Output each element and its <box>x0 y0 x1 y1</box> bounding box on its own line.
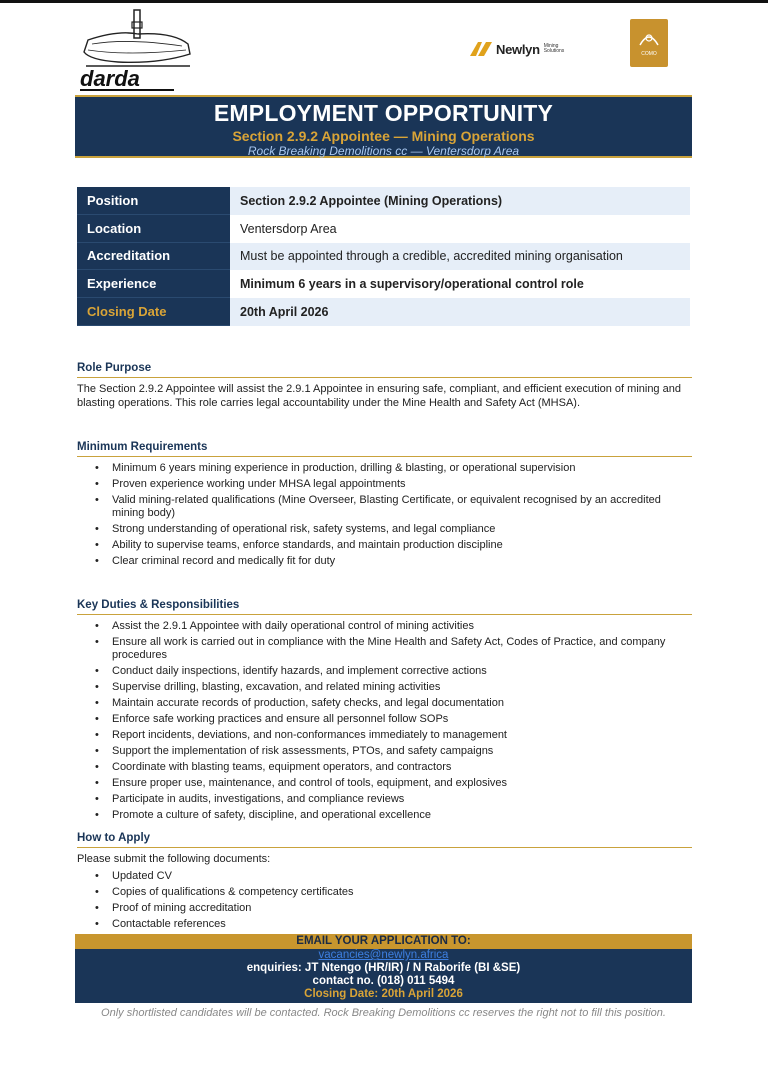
closing-date-footer: Closing Date: 20th April 2026 <box>304 988 463 1000</box>
info-label: Accreditation <box>77 243 230 271</box>
como-logo <box>630 19 668 67</box>
company-line: Rock Breaking Demolitions cc — Ventersdorp Area <box>247 144 520 158</box>
list-item: • Maintain accurate records of production, safety checks, and legal documentation <box>95 697 692 710</box>
newlyn-mark-icon <box>470 42 492 56</box>
info-label: Experience <box>77 270 230 298</box>
info-value: Must be appointed through a credible, accredited mining organisation <box>230 243 690 271</box>
contact-number: contact no. (018) 011 5494 <box>312 975 455 987</box>
newlyn-logo <box>470 38 564 60</box>
list-item: • Proof of mining accreditation <box>95 902 692 915</box>
contact-footer <box>75 949 692 1003</box>
role-purpose-text: The Section 2.9.2 Appointee will assist the 2.9.1 Appointee in ensuring safe, compliant, and efficient execution of mining and blasting operations. This role carries legal accountability under the Mine Health and Safety Act (MHSA). <box>77 383 681 409</box>
info-value: 20th April 2026 <box>230 298 690 326</box>
como-mark-icon <box>638 29 660 47</box>
list-item: • Report incidents, deviations, and non-conformances immediately to management <box>95 729 692 742</box>
disclaimer-text: Only shortlisted candidates will be contacted. Rock Breaking Demolitions cc reserves the right not to fill this position. <box>101 1007 666 1019</box>
list-item: • Clear criminal record and medically fit for duty <box>95 555 692 568</box>
list-item: • Ensure proper use, maintenance, and control of tools, equipment, and explosives <box>95 777 692 790</box>
darda-logo <box>78 8 196 92</box>
info-row-experience <box>77 270 690 298</box>
list-item: • Promote a culture of safety, discipline, and operational excellence <box>95 809 692 822</box>
requirements-heading: Minimum Requirements <box>77 441 692 457</box>
darda-logo-text: darda <box>80 66 140 91</box>
info-value: Section 2.9.2 Appointee (Mining Operations) <box>230 187 690 215</box>
info-value: Ventersdorp Area <box>240 221 337 236</box>
info-label: Position <box>77 187 230 215</box>
info-row-location <box>77 215 690 243</box>
list-item: • Ability to supervise teams, enforce standards, and maintain production discipline <box>95 539 692 552</box>
duties-heading: Key Duties & Responsibilities <box>77 599 692 615</box>
title-banner <box>75 95 692 158</box>
list-item: • Minimum 6 years mining experience in production, drilling & blasting, or operational supervision <box>95 462 692 475</box>
apply-heading: How to Apply <box>77 832 692 848</box>
apply-intro: Please submit the following documents: <box>77 853 271 865</box>
list-item: • Updated CV <box>95 870 692 883</box>
info-row-position <box>77 187 690 215</box>
duties-list <box>95 620 692 825</box>
info-row-accreditation <box>77 243 690 271</box>
list-item: • Conduct daily inspections, identify hazards, and implement corrective actions <box>95 665 692 678</box>
role-purpose-heading: Role Purpose <box>77 362 692 378</box>
list-item: • Support the implementation of risk assessments, PTOs, and safety campaigns <box>95 745 692 758</box>
list-item: • Enforce safe working practices and ensure all personnel follow SOPs <box>95 713 692 726</box>
list-item: • Strong understanding of operational risk, safety systems, and legal compliance <box>95 523 692 536</box>
list-item: • Proven experience working under MHSA legal appointments <box>95 478 692 491</box>
email-heading-bar: EMAIL YOUR APPLICATION TO: <box>75 934 692 949</box>
info-value: Minimum 6 years in a supervisory/operational control role <box>240 277 584 292</box>
page-title: EMPLOYMENT OPPORTUNITY <box>213 100 554 126</box>
list-item: • Assist the 2.9.1 Appointee with daily operational control of mining activities <box>95 620 692 633</box>
page-subtitle: Section 2.9.2 Appointee — Mining Operations <box>232 128 535 144</box>
list-item: • Supervise drilling, blasting, excavation, and related mining activities <box>95 681 692 694</box>
list-item: • Contactable references <box>95 918 692 931</box>
position-info-table <box>77 187 690 326</box>
list-item: • Participate in audits, investigations, and compliance reviews <box>95 793 692 806</box>
info-label: Closing Date <box>77 298 230 326</box>
top-border-line <box>0 0 768 3</box>
list-item: • Coordinate with blasting teams, equipment operators, and contractors <box>95 761 692 774</box>
enquiries-text: enquiries: JT Ntengo (HR/IR) / N Raborife (BI &SE) <box>246 962 521 974</box>
info-label: Location <box>77 215 230 243</box>
newlyn-sub-label: Mining Solutions <box>543 43 565 54</box>
list-item: • Ensure all work is carried out in compliance with the Mine Health and Safety Act, Codes of Practice, and company procedures <box>95 636 692 662</box>
apply-documents-list <box>95 870 692 934</box>
newlyn-wordmark: Newlyn <box>496 41 540 57</box>
info-row-closing-date <box>77 298 690 326</box>
list-item: • Copies of qualifications & competency certificates <box>95 886 692 899</box>
requirements-list <box>95 462 692 571</box>
como-label: COMO <box>641 51 657 57</box>
list-item: • Valid mining-related qualifications (Mine Overseer, Blasting Certificate, or equivalent recognised by an accredited mining body) <box>95 494 692 520</box>
email-link[interactable]: vacancies@newlyn.africa <box>318 949 449 961</box>
